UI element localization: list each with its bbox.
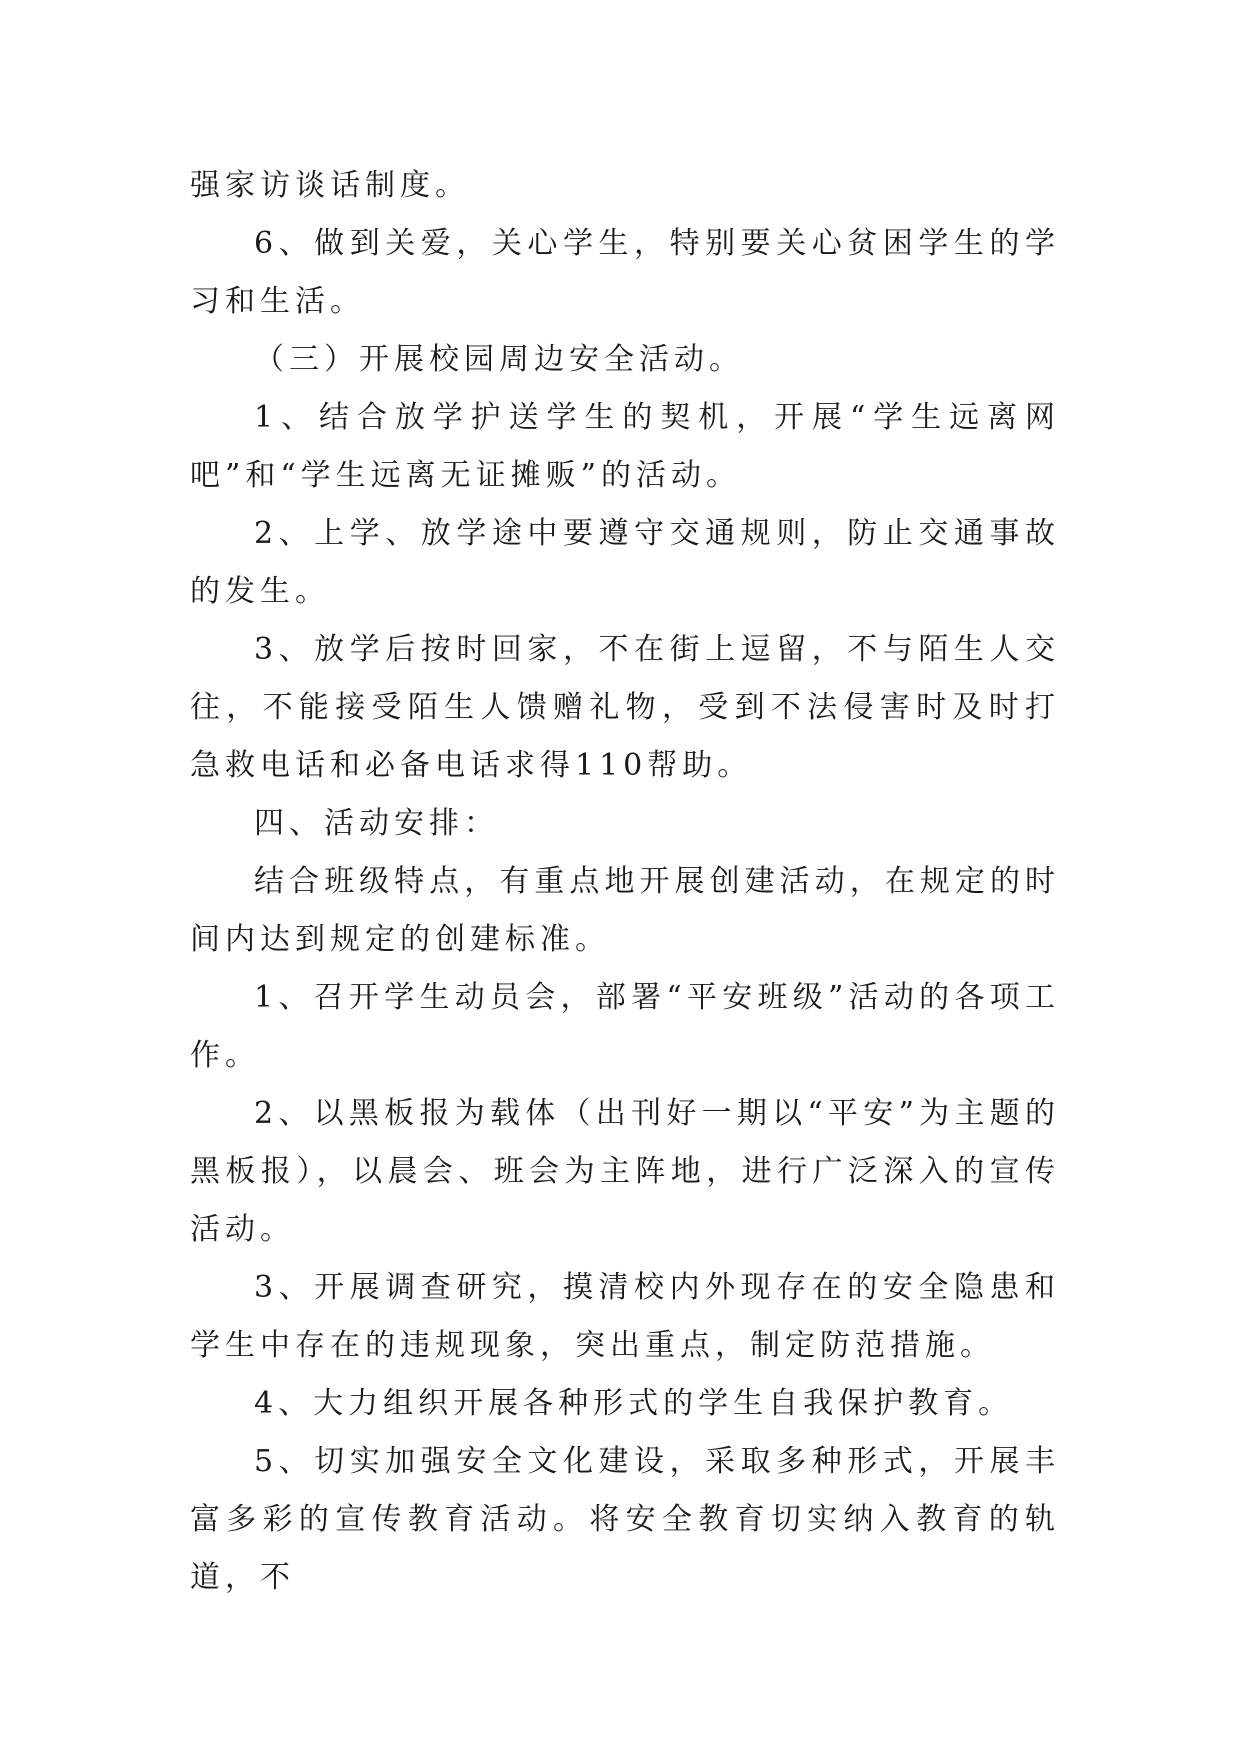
paragraph-class-features: 结合班级特点，有重点地开展创建活动，在规定的时间内达到规定的创建标准。 <box>190 864 1060 957</box>
paragraph-investigation: 3、开展调查研究，摸清校内外现存在的安全隐患和学生中存在的违规现象，突出重点，制定防范措施。 <box>190 1270 1060 1363</box>
paragraph-blackboard: 2、以黑板报为载体（出刊好一期以“平安”为主题的黑板报），以晨会、班会为主阵地，进行广泛深入的宣传活动。 <box>190 1096 1060 1247</box>
paragraph-mobilization-meeting: 1、召开学生动员会，部署“平安班级”活动的各项工作。 <box>190 980 1060 1073</box>
paragraph-escort-students: 1、结合放学护送学生的契机，开展“学生远离网吧”和“学生远离无证摊贩”的活动。 <box>190 400 1060 493</box>
paragraph-home-visit: 强家访谈话制度。 <box>190 168 470 203</box>
document-body <box>190 157 1060 1607</box>
paragraph-care-students: 6、做到关爱，关心学生，特别要关心贫困学生的学习和生活。 <box>190 226 1060 319</box>
paragraph-traffic-rules: 2、上学、放学途中要遵守交通规则，防止交通事故的发生。 <box>190 516 1060 609</box>
heading-campus-safety: （三）开展校园周边安全活动。 <box>254 342 744 377</box>
paragraph-go-home: 3、放学后按时回家，不在街上逗留，不与陌生人交往，不能接受陌生人馈赠礼物，受到不法侵害时及时打急救电话和必备电话求得110帮助。 <box>190 632 1060 783</box>
paragraph-safety-culture: 5、切实加强安全文化建设，采取多种形式，开展丰富多彩的宣传教育活动。将安全教育切实纳入教育的轨道，不 <box>190 1444 1060 1595</box>
paragraph-self-protection: 4、大力组织开展各种形式的学生自我保护教育。 <box>254 1386 1014 1421</box>
heading-activity-arrangement: 四、活动安排： <box>254 806 499 841</box>
